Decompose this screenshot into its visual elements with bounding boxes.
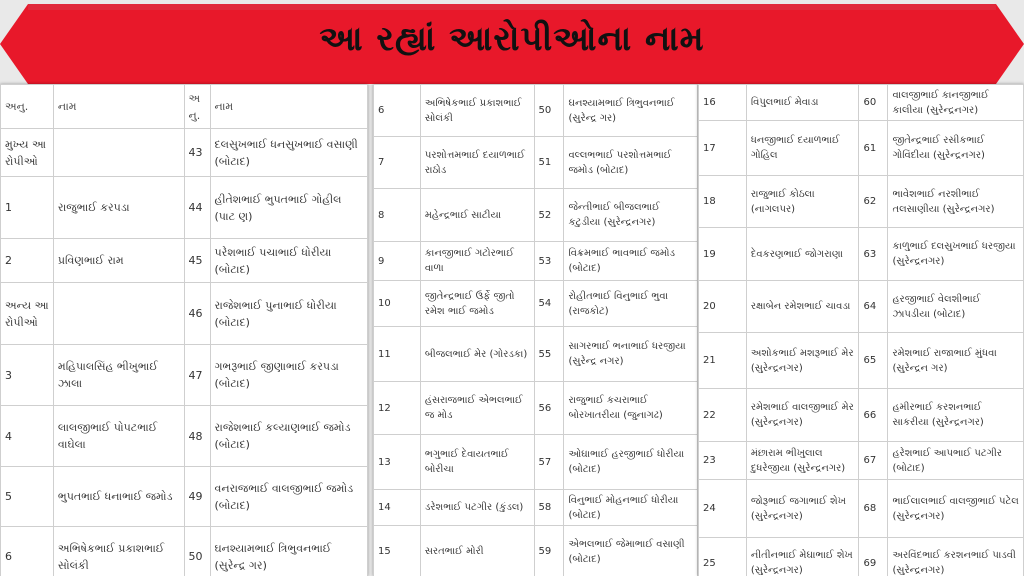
name-cell: પ્રવિણભાઈ રામ xyxy=(53,239,184,283)
table-row xyxy=(374,281,698,327)
table-row xyxy=(699,176,1024,228)
table-row xyxy=(374,382,698,435)
name-cell: જોરૂભાઈ જગાભાઈ શેખ (સુરેન્દ્રનગર) xyxy=(746,480,859,538)
serial-cell: 5 xyxy=(1,467,54,527)
serial-cell: 60 xyxy=(859,85,888,121)
table-row xyxy=(699,480,1024,538)
serial-cell: 3 xyxy=(1,345,54,406)
table-row xyxy=(699,281,1024,333)
name-cell: સાગરભાઈ ભનાભાઈ ધરજીયા (સુરેન્દ્ર નગર) xyxy=(564,327,698,382)
name-cell: વિપુલભાઈ મેવાડા xyxy=(746,85,859,121)
serial-cell: 17 xyxy=(699,121,747,176)
table-row xyxy=(374,435,698,490)
serial-cell: 58 xyxy=(534,490,564,526)
serial-cell: 56 xyxy=(534,382,564,435)
table-row xyxy=(374,327,698,382)
serial-cell: 50 xyxy=(534,85,564,137)
serial-cell: 43 xyxy=(184,129,210,177)
serial-cell: 12 xyxy=(374,382,421,435)
table-row xyxy=(1,345,368,406)
table-row xyxy=(374,85,698,137)
name-cell: જીતેન્દ્રભાઈ ઉર્ફે જીતો રમેશ ભાઈ જમોડ xyxy=(420,281,534,327)
serial-cell: અન્ય આ રોપીઓ xyxy=(1,283,54,345)
table-row xyxy=(699,538,1024,576)
name-cell: રાજુભાઈ કોઠલા (નાગલપર) xyxy=(746,176,859,228)
serial-cell: 9 xyxy=(374,242,421,281)
serial-cell: 16 xyxy=(699,85,747,121)
serial-cell: 20 xyxy=(699,281,747,333)
serial-cell: 57 xyxy=(534,435,564,490)
name-cell: વનરાજભાઈ વાલજીભાઈ જમોડ (બોટાદ) xyxy=(210,467,368,527)
serial-cell: 21 xyxy=(699,333,747,389)
serial-cell: 66 xyxy=(859,389,888,442)
serial-cell: 11 xyxy=(374,327,421,382)
name-cell: વાલજીભાઈ કાનજીભાઈ કાલીયા (સુરેન્દ્રનગર) xyxy=(888,85,1024,121)
name-cell: અભિષેકભાઈ પ્રકાશભાઈ સોલંકી xyxy=(420,85,534,137)
table-panel-1 xyxy=(0,84,368,576)
table-row xyxy=(374,242,698,281)
name-cell: અભિષેકભાઈ પ્રકાશભાઈ સોલંકી xyxy=(53,527,184,576)
table-row xyxy=(699,442,1024,480)
name-cell: લાલજીભાઈ પોપટભાઈ વાઘેલા xyxy=(53,406,184,467)
serial-cell: 10 xyxy=(374,281,421,327)
name-cell: હરજીભાઈ વેલશીભાઈ ઝાપડીયા (બોટાદ) xyxy=(888,281,1024,333)
serial-cell: 61 xyxy=(859,121,888,176)
serial-cell: 68 xyxy=(859,480,888,538)
table-row xyxy=(699,121,1024,176)
name-cell: મંછારામ ભીખુલાલ દુધરેજીયા (સુરેન્દ્રનગર) xyxy=(746,442,859,480)
name-cell: ભગુભાઈ દેવાયતભાઈ બોરીચા xyxy=(420,435,534,490)
table-row xyxy=(699,389,1024,442)
name-cell: અરવિંદભાઈ કરશનભાઈ પાડવી (સુરેન્દ્રનગર) xyxy=(888,538,1024,576)
serial-cell: 8 xyxy=(374,189,421,242)
name-cell: રાજુભાઈ કચરાભાઈ બોરખાતરીયા (જુનાગઢ) xyxy=(564,382,698,435)
name-cell: હંસરાજભાઈ એભલભાઈ જ મોડ xyxy=(420,382,534,435)
table-panel-2 xyxy=(373,84,698,576)
name-cell: રમેશભાઈ રાજાભાઈ મુંધવા (સુરેન્દ્રન ગર) xyxy=(888,333,1024,389)
table-row xyxy=(699,228,1024,281)
serial-cell: 19 xyxy=(699,228,747,281)
serial-cell: 6 xyxy=(374,85,421,137)
header-name: નામ xyxy=(210,85,368,129)
name-cell: અશોકભાઈ મશરૂભાઈ મેર (સુરેન્દ્રનગર) xyxy=(746,333,859,389)
name-cell: ભાઈલાલભાઈ વાલજીભાઈ પટેલ (સુરેન્દ્રનગર) xyxy=(888,480,1024,538)
name-cell: ભાવેશભાઈ નરશીભાઈ તલસાણીયા (સુરેન્દ્રનગર) xyxy=(888,176,1024,228)
serial-cell: 14 xyxy=(374,490,421,526)
table-row xyxy=(374,189,698,242)
serial-cell: 65 xyxy=(859,333,888,389)
name-cell: હમીરભાઈ કરશનભાઈ સાકરીયા (સુરેન્દ્રનગર) xyxy=(888,389,1024,442)
table-panel-3 xyxy=(698,84,1024,576)
serial-cell: 52 xyxy=(534,189,564,242)
serial-cell: 44 xyxy=(184,177,210,239)
name-cell: ગભરૂભાઈ જીણાભાઈ કરપડા (બોટાદ) xyxy=(210,345,368,406)
name-cell: રાજેશભાઈ કલ્યાણભાઈ જમોડ (બોટાદ) xyxy=(210,406,368,467)
table-row xyxy=(1,467,368,527)
serial-cell: 25 xyxy=(699,538,747,576)
serial-cell: 48 xyxy=(184,406,210,467)
name-cell: જીતેન્દ્રભાઈ રસીકભાઈ ગોવિંદીયા (સુરેન્દ્રનગર) xyxy=(888,121,1024,176)
serial-cell: 7 xyxy=(374,137,421,189)
name-cell: દેવકરણભાઈ જોગરાણા xyxy=(746,228,859,281)
name-cell: નીતીનભાઈ મેઘાભાઈ શેખ (સુરેન્દ્રનગર) xyxy=(746,538,859,576)
name-cell: એભલભાઈ જેમાભાઈ વસાણી (બોટાદ) xyxy=(564,526,698,576)
name-cell: મહેન્દ્રભાઈ સાટીયા xyxy=(420,189,534,242)
table-row xyxy=(1,527,368,576)
name-cell: ધનજીભાઈ દયાળભાઈ ગોહિલ xyxy=(746,121,859,176)
serial-cell: 49 xyxy=(184,467,210,527)
name-cell: ડરેશભાઈ પટગીર (કુંડલ) xyxy=(420,490,534,526)
table-header-row xyxy=(1,85,368,129)
serial-cell: 23 xyxy=(699,442,747,480)
name-cell: હીતેશભાઈ ભુપતભાઈ ગોહીલ (પાટ ણ) xyxy=(210,177,368,239)
accused-table-1 xyxy=(0,84,368,576)
serial-cell: 13 xyxy=(374,435,421,490)
name-cell: ભુપતભાઈ ધનાભાઈ જમોડ xyxy=(53,467,184,527)
table-row xyxy=(699,85,1024,121)
header-serial: અનુ. xyxy=(1,85,54,129)
name-cell: ઘનશ્યામભાઈ ત્રિભુવનભાઈ (સુરેન્દ્ર ગર) xyxy=(564,85,698,137)
serial-cell: 6 xyxy=(1,527,54,576)
serial-cell: 53 xyxy=(534,242,564,281)
serial-cell: 63 xyxy=(859,228,888,281)
name-cell xyxy=(53,283,184,345)
name-cell: ઓઘાભાઈ હરજીભાઈ ધોરીયા (બોટાદ) xyxy=(564,435,698,490)
name-cell: રક્ષાબેન રમેશભાઈ ચાવડા xyxy=(746,281,859,333)
name-cell: રાજેશભાઈ પુનાભાઈ ધોરીયા (બોટાદ) xyxy=(210,283,368,345)
name-cell: પરેશભાઈ પચાભાઈ ધોરીયા (બોટાદ) xyxy=(210,239,368,283)
serial-cell: 55 xyxy=(534,327,564,382)
table-row xyxy=(374,490,698,526)
name-cell: હરેશભાઈ આપભાઈ પટગીર (બોટાદ) xyxy=(888,442,1024,480)
serial-cell: મુખ્ય આ રોપીઓ xyxy=(1,129,54,177)
serial-cell: 69 xyxy=(859,538,888,576)
serial-cell: 18 xyxy=(699,176,747,228)
table-row xyxy=(374,137,698,189)
name-cell: વલ્લભભાઈ પરશોત્તમભાઈ જમોડ (બોટાદ) xyxy=(564,137,698,189)
name-cell: રમેશભાઈ વાલજીભાઈ મેર (સુરેન્દ્રનગર) xyxy=(746,389,859,442)
table-row xyxy=(1,283,368,345)
title-banner xyxy=(0,0,1024,84)
header-name: નામ xyxy=(53,85,184,129)
name-cell: જેન્તીભાઈ બીજલભાઈ કટુડીયા (સુરેન્દ્રનગર) xyxy=(564,189,698,242)
name-cell xyxy=(53,129,184,177)
serial-cell: 47 xyxy=(184,345,210,406)
name-cell: વિક્રમભાઈ ભાવભાઈ જમોડ (બોટાદ) xyxy=(564,242,698,281)
serial-cell: 45 xyxy=(184,239,210,283)
name-cell: કાળુભાઈ દલસુખભાઈ ધરજીયા (સુરેન્દ્રનગર) xyxy=(888,228,1024,281)
serial-cell: 67 xyxy=(859,442,888,480)
serial-cell: 2 xyxy=(1,239,54,283)
name-cell: પરશોત્તમભાઈ દયાળભાઈ રાઠોડ xyxy=(420,137,534,189)
serial-cell: 4 xyxy=(1,406,54,467)
serial-cell: 64 xyxy=(859,281,888,333)
serial-cell: 22 xyxy=(699,389,747,442)
name-cell: મહિપાલસિંહ ભીખુભાઈ ઝાલા xyxy=(53,345,184,406)
table-row xyxy=(699,333,1024,389)
table-row xyxy=(1,129,368,177)
serial-cell: 1 xyxy=(1,177,54,239)
table-row xyxy=(1,239,368,283)
serial-cell: 46 xyxy=(184,283,210,345)
table-row xyxy=(374,526,698,576)
accused-table-2 xyxy=(373,84,698,576)
name-cell: રાજુભાઈ કરપડા xyxy=(53,177,184,239)
serial-cell: 54 xyxy=(534,281,564,327)
serial-cell: 15 xyxy=(374,526,421,576)
name-cell: રોહીતભાઈ વિનુભાઈ ભુવા (રાજકોટ) xyxy=(564,281,698,327)
accused-table-3 xyxy=(698,84,1024,576)
serial-cell: 50 xyxy=(184,527,210,576)
serial-cell: 51 xyxy=(534,137,564,189)
name-cell: સરતભાઈ મોરી xyxy=(420,526,534,576)
serial-cell: 24 xyxy=(699,480,747,538)
name-cell: દલસુખભાઈ ધનસુખભાઈ વસાણી (બોટાદ) xyxy=(210,129,368,177)
header-serial: અ નુ. xyxy=(184,85,210,129)
serial-cell: 59 xyxy=(534,526,564,576)
name-cell: ઘનશ્યામભાઈ ત્રિભુવનભાઈ (સુરેન્દ્ર ગર) xyxy=(210,527,368,576)
page-title: આ રહ્યાં આરોપીઓના નામ xyxy=(319,19,705,59)
table-row xyxy=(1,406,368,467)
name-cell: વિનુભાઈ મોહનભાઈ ધોરીયા (બોટાદ) xyxy=(564,490,698,526)
table-row xyxy=(1,177,368,239)
serial-cell: 62 xyxy=(859,176,888,228)
name-cell: કાનજીભાઈ ગટોરભાઈ વાળા xyxy=(420,242,534,281)
name-cell: બીજલભાઈ મેર (ગોરડકા) xyxy=(420,327,534,382)
